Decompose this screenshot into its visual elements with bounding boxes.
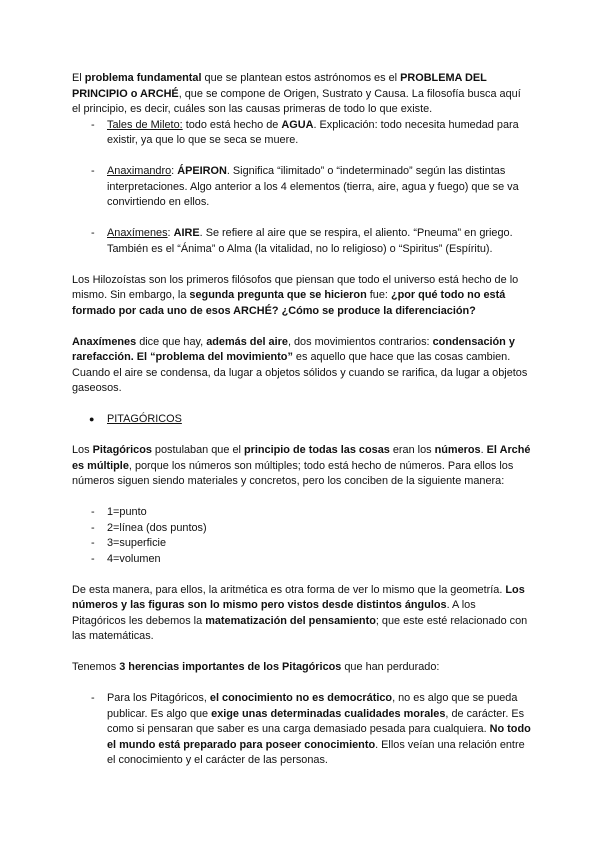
geometria-paragraph: De esta manera, para ellos, la aritmética es otra forma de ver lo mismo que la geometría. Los números y las figuras son lo mismo pero vistos desde distintos ángulos. A los Pitagóricos les debemos la matematización del pensamiento; que este esté relacionado con las matemáticas. [72,583,528,642]
dash-bullet: - [91,227,95,239]
dash-bullet: - [91,165,95,177]
document-page [72,71,532,769]
list-item: - 3=superficie [72,536,532,552]
section-heading-pitagoricos: ● PITAGÓRICOS [72,412,532,428]
herencias-paragraph: Tenemos 3 herencias importantes de los Pitagóricos que han perdurado: [72,661,440,673]
dash-bullet: - [91,552,95,565]
dash-bullet: - [91,692,95,704]
list-item: - 1=punto [72,505,532,521]
list-item-herencia-1: - Para los Pitagóricos, el conocimiento no es democrático, no es algo que se pueda publicar. Es algo que exige unas determinadas cualidades morales, de carácter. Es como si pensaran que saber es una carga demasiado pesada para cualquiera. No todo el mundo está preparado para poseer conocimiento. Ellos veían una relación entre el conocimiento y el carácter de las personas. [91,692,531,766]
list-item-tales: - Tales de Mileto: todo está hecho de AGUA. Explicación: todo necesita humedad para existir, ya que lo que se seca se muere. [91,118,519,146]
list-item-anaximandro: - Anaximandro: ÁPEIRON. Significa “ilimitado” o “indeterminado” según las distintas interpretaciones. Algo anterior a los 4 elementos (tierra, aire, agua y fuego) que se va convirtiendo en ellos. [91,165,519,208]
anaximenes-paragraph: Anaxímenes dice que hay, además del aire, dos movimientos contrarios: condensación y rarefacción. El “problema del movimiento” es aquello que hace que las cosas cambien. Cuando el aire se condensa, da lugar a objetos sólidos y cuando se rarifica, da lugar a objetos gaseosos. [72,335,528,394]
intro-paragraph: El problema fundamental que se plantean estos astrónomos es el PROBLEMA DEL PRINCIPIO o ARCHÉ, que se compone de Origen, Sustrato y Causa. La filosofía busca aquí el principio, es decir, cuáles son las causas primeras de todo lo que existe. [72,72,521,115]
list-item: - 4=volumen [72,552,532,568]
hilozoistas-paragraph: Los Hilozoístas son los primeros filósofos que piensan que todo el universo está hecho de lo mismo. Sin embargo, la segunda pregunta que se hicieron fue: ¿por qué todo no está formado por cada uno de esos ARCHÉ? ¿Cómo se produce la diferenciación? [72,273,519,317]
pitagoricos-paragraph: Los Pitagóricos postulaban que el principio de todas las cosas eran los números. El Arché es múltiple, porque los números son múltiples; todo está hecho de números. Para ellos los números siguen siendo materiales y concretos, pero los conciben de la siguiente manera: [72,444,531,487]
dash-bullet: - [91,537,95,549]
bullet-icon: ● [89,414,95,424]
dash-bullet: - [91,521,95,534]
list-item: - 2=línea (dos puntos) [72,521,532,537]
philosophers-list [72,118,532,258]
dash-bullet: - [91,506,95,518]
list-item-anaximenes: - Anaxímenes: AIRE. Se refiere al aire que se respira, el aliento. “Pneuma” en griego. También es el “Ánima” o Alma (la vitalidad, no lo religioso) o “Spiritus” (Espíritu). [91,227,513,255]
dash-bullet: - [91,118,95,131]
numbers-list [72,505,532,567]
